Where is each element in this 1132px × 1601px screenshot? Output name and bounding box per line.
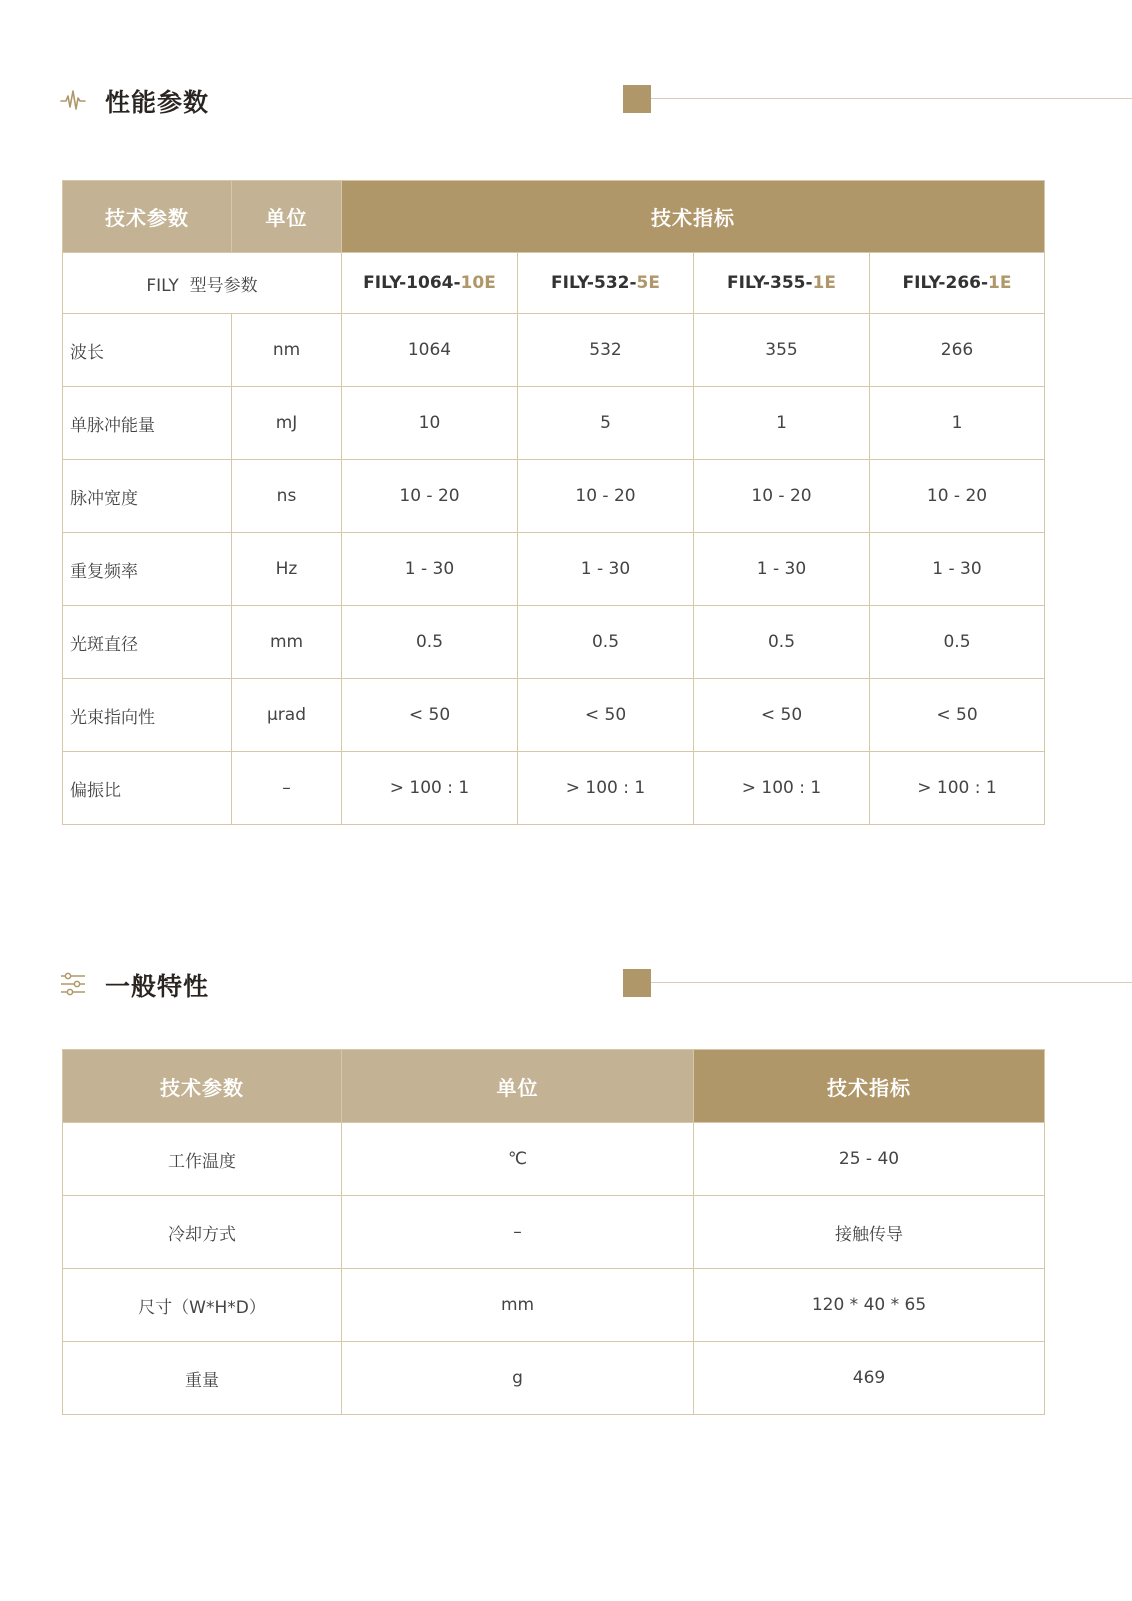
param-value: 1 - 30 — [694, 533, 870, 606]
table-row — [63, 1342, 1045, 1415]
param-value: 469 — [694, 1342, 1045, 1415]
param-unit: μrad — [232, 679, 342, 752]
general-table — [62, 1049, 1045, 1415]
param-value: 0.5 — [518, 606, 694, 679]
param-name: 波长 — [63, 314, 232, 387]
param-name: 光束指向性 — [63, 679, 232, 752]
param-value: > 100 : 1 — [694, 752, 870, 825]
param-unit: ℃ — [342, 1123, 694, 1196]
model-label: FILY 型号参数 — [63, 253, 342, 314]
param-unit: – — [232, 752, 342, 825]
general-section-header — [0, 963, 1132, 1003]
table-row — [63, 752, 1045, 825]
param-unit: mm — [232, 606, 342, 679]
param-value: 532 — [518, 314, 694, 387]
general-rows — [63, 1123, 1045, 1415]
title-decor-line — [651, 982, 1132, 983]
param-value: 1 - 30 — [870, 533, 1045, 606]
param-value: 266 — [870, 314, 1045, 387]
header-param: 技术参数 — [63, 181, 232, 253]
param-value: < 50 — [518, 679, 694, 752]
param-value: 10 - 20 — [694, 460, 870, 533]
title-decor-square — [623, 969, 651, 997]
param-name: 偏振比 — [63, 752, 232, 825]
performance-rows — [63, 314, 1045, 825]
param-value: 1 - 30 — [342, 533, 518, 606]
param-unit: mJ — [232, 387, 342, 460]
table-row — [63, 533, 1045, 606]
section-title: 性能参数 — [105, 88, 210, 117]
param-unit: g — [342, 1342, 694, 1415]
table-row — [63, 1196, 1045, 1269]
param-value: 10 — [342, 387, 518, 460]
sliders-icon — [60, 971, 86, 997]
section-title: 一般特性 — [105, 972, 210, 1001]
param-name: 单脉冲能量 — [63, 387, 232, 460]
table-row — [63, 1269, 1045, 1342]
header-unit: 单位 — [232, 181, 342, 253]
param-name: 尺寸（W*H*D） — [63, 1269, 342, 1342]
model-name: FILY-1064-10E — [342, 253, 518, 314]
waveform-icon — [60, 87, 86, 113]
param-unit: Hz — [232, 533, 342, 606]
table-row — [63, 314, 1045, 387]
param-name: 工作温度 — [63, 1123, 342, 1196]
param-value: < 50 — [342, 679, 518, 752]
table-row — [63, 460, 1045, 533]
param-value: 1 — [870, 387, 1045, 460]
table-row — [63, 387, 1045, 460]
param-value: > 100 : 1 — [518, 752, 694, 825]
param-unit: ns — [232, 460, 342, 533]
model-name: FILY-266-1E — [870, 253, 1045, 314]
param-value: 120 * 40 * 65 — [694, 1269, 1045, 1342]
param-value: 0.5 — [342, 606, 518, 679]
table-header-row — [63, 1050, 1045, 1123]
model-name: FILY-355-1E — [694, 253, 870, 314]
header-unit: 单位 — [342, 1050, 694, 1123]
performance-table — [62, 180, 1045, 825]
model-name: FILY-532-5E — [518, 253, 694, 314]
param-value: > 100 : 1 — [870, 752, 1045, 825]
param-value: < 50 — [694, 679, 870, 752]
param-name: 脉冲宽度 — [63, 460, 232, 533]
param-value: 5 — [518, 387, 694, 460]
param-value: 10 - 20 — [870, 460, 1045, 533]
param-value: 1064 — [342, 314, 518, 387]
param-value: 0.5 — [870, 606, 1045, 679]
title-decor-square — [623, 85, 651, 113]
param-value: > 100 : 1 — [342, 752, 518, 825]
table-header-row — [63, 181, 1045, 253]
param-unit: nm — [232, 314, 342, 387]
param-unit: mm — [342, 1269, 694, 1342]
table-row — [63, 1123, 1045, 1196]
param-value: 1 - 30 — [518, 533, 694, 606]
performance-section-header — [0, 79, 1132, 119]
param-value: 1 — [694, 387, 870, 460]
param-name: 重量 — [63, 1342, 342, 1415]
table-row — [63, 606, 1045, 679]
param-value: < 50 — [870, 679, 1045, 752]
param-value: 10 - 20 — [342, 460, 518, 533]
param-unit: – — [342, 1196, 694, 1269]
model-row — [63, 253, 1045, 314]
param-name: 光斑直径 — [63, 606, 232, 679]
title-decor-line — [651, 98, 1132, 99]
param-name: 冷却方式 — [63, 1196, 342, 1269]
param-value: 355 — [694, 314, 870, 387]
param-name: 重复频率 — [63, 533, 232, 606]
header-param: 技术参数 — [63, 1050, 342, 1123]
param-value: 0.5 — [694, 606, 870, 679]
header-spec: 技术指标 — [342, 181, 1045, 253]
table-row — [63, 679, 1045, 752]
header-spec: 技术指标 — [694, 1050, 1045, 1123]
param-value: 接触传导 — [694, 1196, 1045, 1269]
param-value: 10 - 20 — [518, 460, 694, 533]
param-value: 25 - 40 — [694, 1123, 1045, 1196]
